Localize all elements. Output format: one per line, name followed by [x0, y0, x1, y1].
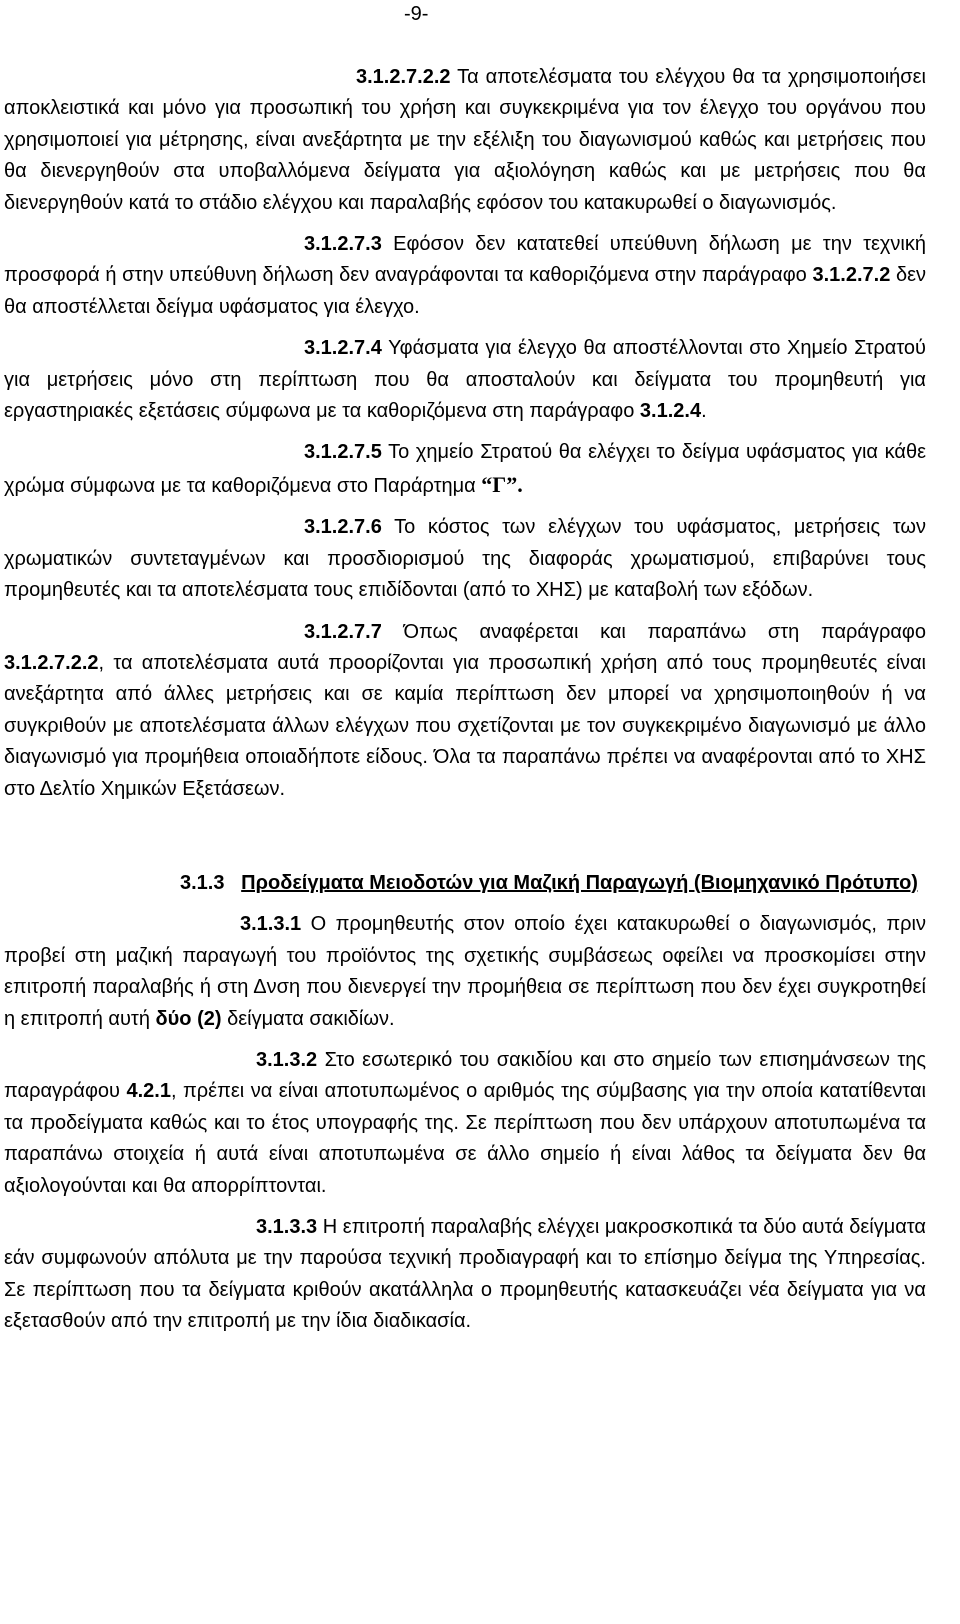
paragraph-text: .: [701, 400, 707, 423]
appendix-reference: “Γ”.: [481, 471, 523, 497]
page-number: -9-: [404, 3, 429, 25]
section-heading-3-1-3: [4, 868, 926, 899]
paragraph-text: Στο εσωτερικό του σακιδίου και στο σημείο των επισημάνσεων της παραγράφου: [4, 1048, 926, 1103]
section-number: 3.1.2.7.3: [304, 233, 382, 256]
paragraph-3-1-2-7-2-2: [4, 62, 926, 219]
paragraph-3-1-3-2: [4, 1045, 926, 1202]
paragraph-text: Τα αποτελέσματα του ελέγχου θα τα χρησιμοποιήσει αποκλειστικά και μόνο για προσωπική του χρήση και συγκεκριμένα για τον έλεγχο του οργάνου που χρησιμοποιεί για μέτρησης, είναι ανεξάρτητα με την εξέλιξη του διαγωνισμού καθώς και μετρήσεις που θα διενεργηθούν στα υποβαλλόμενα δείγματα για αξιολόγηση καθώς και με μετρήσεις που θα διενεργηθούν κατά το στάδιο ελέγχου και παραλαβής εφόσον του κατακυρωθεί ο διαγωνισμός.: [4, 66, 926, 214]
paragraph-3-1-2-7-4: [4, 333, 926, 427]
section-number: 3.1.3.1: [240, 913, 302, 936]
section-number: 3.1.2.7.4: [304, 337, 382, 360]
paragraph-3-1-2-7-6: [4, 512, 926, 606]
section-number: 3.1.3.2: [256, 1048, 318, 1071]
paragraph-text: Το κόστος των ελέγχων του υφάσματος, μετρήσεις των χρωματικών συντεταγμένων και προσδιορισμού της διαφοράς χρωματισμού, επιβαρύνει τους προμηθευτές και τα αποτελέσματα τους επιδίδονται (από το ΧΗΣ) με καταβολή των εξόδων.: [4, 516, 926, 602]
paragraph-3-1-3-3: [4, 1212, 926, 1338]
paragraph-text: Εφόσον δεν κατατεθεί υπεύθυνη δήλωση με την τεχνική προσφορά ή στην υπεύθυνη δήλωση δεν αναγράφονται τα καθοριζόμενα στην παράγραφο: [4, 233, 926, 287]
paragraph-3-1-3-1: [4, 909, 926, 1035]
section-number: 3.1.2.7.2.2: [356, 66, 451, 88]
paragraph-text: Το χημείο Στρατού θα ελέγχει το δείγμα υφάσματος για κάθε χρώμα σύμφωνα με τα καθοριζόμενα στο Παράρτημα: [4, 441, 926, 497]
bold-quantity: δύο (2): [155, 1007, 222, 1030]
paragraph-3-1-2-7-3: [4, 229, 926, 323]
paragraph-text: Η επιτροπή παραλαβής ελέγχει μακροσκοπικά τα δύο αυτά δείγματα εάν συμφωνούν απόλυτα με την παρούσα τεχνική προδιαγραφή και το επίσημο δείγμα της Υπηρεσίας. Σε περίπτωση που τα δείγματα κριθούν ακατάλληλα ο προμηθευτής κατασκευάζει νέα δείγματα για να εξετασθούν από την επιτροπή με την ίδια διαδικασία.: [4, 1216, 926, 1333]
paragraph-text: Υφάσματα για έλεγχο θα αποστέλλονται στο Χημείο Στρατού για μετρήσεις μόνο στη περίπτωση που θα αποσταλούν και δείγματα του προμηθευτή για εργαστηριακές εξετάσεις σύμφωνα με τα καθοριζόμενα στη παράγραφο: [4, 337, 926, 423]
section-number: 3.1.3.3: [256, 1216, 318, 1238]
section-number: 3.1.2.7.6: [304, 516, 382, 539]
paragraph-text: , πρέπει να είναι αποτυπωμένος ο αριθμός της σύμβασης για την οποία κατατίθενται τα προδείγματα καθώς και το έτος υπογραφής της. Σε περίπτωση που δεν υπάρχουν αποτυπωμένα τα παραπάνω στοιχεία ή αυτά είναι αποτυπωμένα σε άλλο σημείο ή είναι λάθος τα δείγματα δεν θα αξιολογούνται και θα απορρίπτονται.: [4, 1080, 927, 1197]
paragraph-reference: 3.1.2.4: [639, 400, 702, 423]
paragraph-reference: 3.1.2.7.2: [812, 264, 891, 287]
section-number: 3.1.2.7.5: [304, 441, 382, 464]
paragraph-text: , τα αποτελέσματα αυτά προορίζονται για προσωπική χρήση από τους προμηθευτές είναι ανεξάρτητα από άλλες μετρήσεις και σε καμία περίπτωση δεν μπορεί να χρησιμοποιηθούν ή να συγκριθούν με αποτελέσματα άλλων ελέγχων που σχετίζονται με τον συγκεκριμένο διαγωνισμό με άλλο διαγωνισμό για προμήθεια οποιαδήποτε είδους. Όλα τα παραπάνω πρέπει να αναφέρονται από το ΧΗΣ στο Δελτίο Χημικών Εξετάσεων.: [4, 651, 926, 800]
section-number: 3.1.3: [180, 871, 225, 894]
paragraph-reference: 4.2.1: [126, 1080, 171, 1103]
paragraph-3-1-2-7-5: [4, 437, 926, 502]
section-title: Προδείγματα Μειοδοτών για Μαζική Παραγωγή (Βιομηχανικό Πρότυπο): [241, 871, 918, 894]
section-number: 3.1.2.7.7: [304, 620, 382, 643]
paragraph-text: Ο προμηθευτής στον οποίο έχει κατακυρωθεί ο διαγωνισμός, πριν προβεί στη μαζική παραγωγή του προϊόντος της σχετικής συμβάσεως οφείλει να προσκομίσει στην επιτροπή παραλαβής ή στη Δνση που διενεργεί την προμήθεια σε περίπτωση που δεν έχει συγκροτηθεί η επιτροπή αυτή: [4, 913, 926, 1030]
paragraph-3-1-2-7-7: [4, 617, 926, 805]
paragraph-text: δείγματα σακιδίων.: [227, 1007, 395, 1030]
paragraph-reference: 3.1.2.7.2.2: [4, 651, 99, 674]
paragraph-text: Όπως αναφέρεται και παραπάνω στη παράγραφο: [403, 620, 926, 643]
paragraph-text: δεν θα αποστέλλεται δείγμα υφάσματος για έλεγχο.: [4, 264, 927, 318]
document-body: [4, 62, 926, 1338]
